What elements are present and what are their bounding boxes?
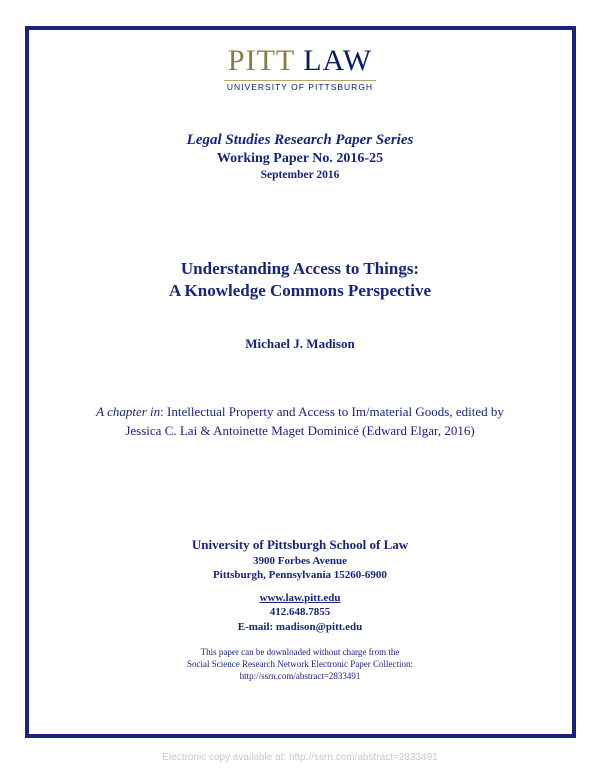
website-link[interactable]: www.law.pitt.edu: [259, 592, 341, 604]
electronic-copy-footer: Electronic copy available at: http://ssrn.com/abstract=2833491: [162, 752, 438, 763]
logo-subtitle: UNIVERSITY OF PITTSBURGH: [226, 82, 374, 92]
paper-date: September 2016: [260, 169, 340, 181]
paper-title-line2: A Knowledge Commons Perspective: [168, 281, 432, 300]
address-street: 3900 Forbes Avenue: [253, 555, 347, 567]
download-note-url[interactable]: http://ssrn.com/abstract=2833491: [239, 671, 361, 681]
paper-title-line1: Understanding Access to Things:: [180, 259, 420, 278]
download-note: [0, 646, 600, 682]
series-title: Legal Studies Research Paper Series: [186, 132, 414, 148]
working-paper-number: Working Paper No. 2016-25: [216, 151, 384, 166]
phone-number: 412.648.7855: [269, 606, 331, 618]
logo-pitt-text: PITT: [227, 44, 295, 77]
logo-law-text: LAW: [303, 44, 373, 77]
logo-divider: [224, 80, 376, 81]
chapter-citation: [0, 402, 600, 440]
chapter-line1-rest: : Intellectual Property and Access to Im/material Goods, edited by: [160, 404, 504, 419]
chapter-line2: Jessica C. Lai & Antoinette Maget Dominicé (Edward Elgar, 2016): [125, 423, 475, 438]
download-note-line1: This paper can be downloaded without charge from the: [200, 647, 400, 657]
pitt-law-logo: [0, 46, 600, 76]
school-name: University of Pittsburgh School of Law: [191, 537, 409, 552]
address-city: Pittsburgh, Pennsylvania 15260-6900: [213, 569, 387, 581]
chapter-lead: A chapter in: [96, 404, 161, 419]
email-address: E-mail: madison@pitt.edu: [237, 621, 363, 633]
download-note-line2: Social Science Research Network Electronic Paper Collection:: [187, 659, 413, 669]
chapter-line1: [0, 402, 600, 421]
author-name: Michael J. Madison: [245, 336, 355, 351]
